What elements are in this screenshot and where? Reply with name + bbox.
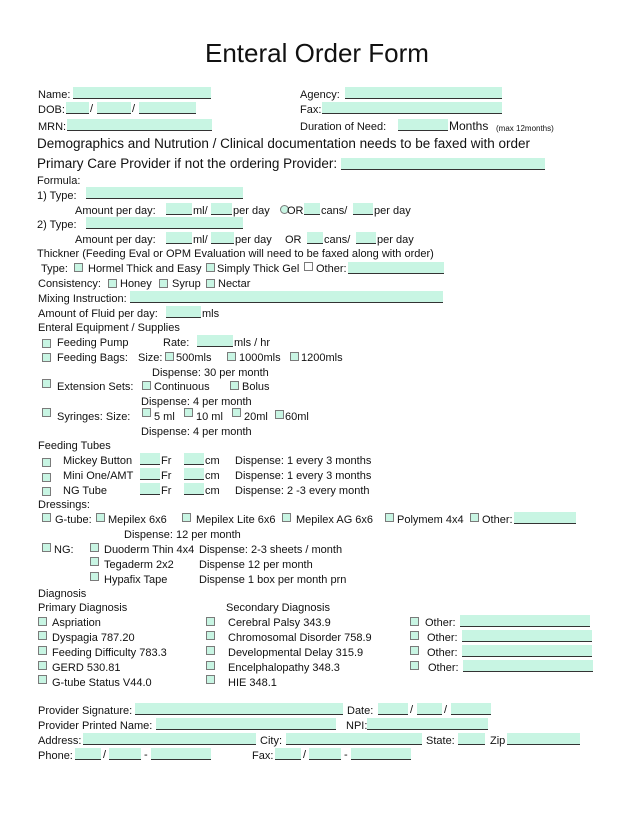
mini-one-checkbox[interactable] — [42, 473, 51, 482]
secondary-dx-3: Developmental Delay 315.9 — [228, 647, 364, 659]
primary-dx-5: G-tube Status V44.0 — [52, 677, 152, 689]
months-label: Months — [449, 119, 489, 133]
secondary-dx-4: Encelphalopathy 348.3 — [228, 662, 340, 674]
tube-row-3-name: NG Tube — [63, 485, 108, 497]
mepilex-lite-label: Mepilex Lite 6x6 — [196, 514, 276, 526]
tube-row-1-fr: Fr — [161, 455, 172, 467]
syrup-checkbox[interactable] — [159, 279, 168, 288]
hormel-label: Hormel Thick and Easy — [88, 263, 202, 275]
phone-label: Phone: — [38, 750, 73, 762]
tube-row-3-fr-field[interactable] — [140, 483, 160, 495]
address-label: Address: — [38, 735, 82, 747]
mepilex-ag-label: Mepilex AG 6x6 — [296, 514, 374, 526]
fluid-mls-unit: mls — [202, 308, 220, 320]
primary-dx-2-checkbox[interactable] — [38, 631, 47, 640]
secondary-dx-3-checkbox[interactable] — [206, 646, 215, 655]
bag-1000-checkbox[interactable] — [227, 352, 236, 361]
formula1-perday: per day — [233, 205, 270, 217]
printed-name-label: Provider Printed Name: — [38, 720, 153, 732]
printed-name-field[interactable] — [156, 718, 336, 730]
ng-dressing-checkbox[interactable] — [42, 543, 51, 552]
primary-dx-4-checkbox[interactable] — [38, 661, 47, 670]
state-field[interactable] — [458, 733, 485, 745]
dressing-other-label: Other: — [482, 514, 513, 526]
formula1-cans-perday-field[interactable] — [353, 203, 373, 215]
continuous-label: Continuous — [154, 381, 210, 393]
feeding-pump-checkbox[interactable] — [42, 339, 51, 348]
npi-field[interactable] — [367, 718, 488, 730]
mepilex-checkbox[interactable] — [96, 513, 105, 522]
thickener-other-checkbox[interactable] — [304, 262, 313, 271]
honey-checkbox[interactable] — [108, 279, 117, 288]
thickener-other-field[interactable] — [348, 262, 444, 274]
formula1-cans-field[interactable] — [304, 203, 320, 215]
primary-dx-3-checkbox[interactable] — [38, 646, 47, 655]
primary-dx-2: Dyspagia 787.20 — [52, 632, 135, 644]
nectar-checkbox[interactable] — [206, 279, 215, 288]
ng-dressing-label: NG: — [54, 544, 74, 556]
tube-row-3-dispense: Dispense: 2 -3 every month — [235, 485, 370, 497]
honey-label: Honey — [120, 278, 152, 290]
dob-slash-2: / — [132, 103, 136, 115]
syringe-60-checkbox[interactable] — [275, 410, 284, 419]
tegaderm-label: Tegaderm 2x2 — [104, 559, 174, 571]
formula2-perday: per day — [235, 234, 272, 246]
syringe-10-checkbox[interactable] — [184, 408, 193, 417]
city-label: City: — [260, 735, 282, 747]
gtube-dressing-label: G-tube: — [55, 514, 92, 526]
nectar-label: Nectar — [218, 278, 251, 290]
formula2-cans-field[interactable] — [307, 232, 323, 244]
bolus-checkbox[interactable] — [230, 381, 239, 390]
page-title: Enteral Order Form — [205, 38, 429, 68]
other-dx-3-label: Other: — [427, 647, 458, 659]
secondary-dx-5: HIE 348.1 — [228, 677, 277, 689]
formula-type2-field[interactable] — [86, 217, 243, 229]
bag-1000-label: 1000mls — [239, 352, 281, 364]
other-dx-3-checkbox[interactable] — [410, 646, 419, 655]
bag-1200-label: 1200mls — [301, 352, 343, 364]
date-slash-2: / — [444, 704, 448, 716]
formula1-amount-label: Amount per day: — [75, 205, 156, 217]
agency-label: Agency: — [300, 89, 340, 101]
primary-dx-4: GERD 530.81 — [52, 662, 121, 674]
secondary-dx-2: Chromosomal Disorder 758.9 — [228, 632, 372, 644]
rate-label: Rate: — [163, 337, 190, 349]
name-label: Name: — [38, 89, 71, 101]
feeding-pump-label: Feeding Pump — [57, 337, 129, 349]
dressings-label: Dressings: — [38, 499, 90, 511]
formula2-ml-perday-field[interactable] — [211, 232, 234, 244]
bolus-label: Bolus — [242, 381, 270, 393]
secondary-dx-4-checkbox[interactable] — [206, 661, 215, 670]
npi-label: NPI: — [346, 720, 368, 732]
tube-row-1-cm: cm — [205, 455, 220, 467]
mepilex-ag-checkbox[interactable] — [282, 513, 291, 522]
formula-type1-label: 1) Type: — [37, 190, 77, 202]
extension-sets-checkbox[interactable] — [42, 379, 51, 388]
syrup-label: Syrup — [172, 278, 201, 290]
documentation-notice: Demographics and Nutrution / Clinical documentation needs to be faxed with order — [37, 136, 531, 151]
feeding-bags-label: Feeding Bags: — [57, 352, 128, 364]
other-dx-3-field[interactable] — [462, 645, 592, 657]
formula1-or: OR — [287, 205, 304, 217]
fluid-amount-field[interactable] — [166, 306, 201, 318]
duoderm-label: Duoderm Thin 4x4 — [104, 544, 195, 556]
formula-type2-label: 2) Type: — [37, 219, 77, 231]
syringe-20-label: 20ml — [244, 411, 268, 423]
formula-type1-field[interactable] — [86, 187, 243, 199]
bags-dispense: Dispense: 30 per month — [152, 367, 269, 379]
secondary-dx-5-checkbox[interactable] — [206, 675, 215, 684]
other-dx-2-checkbox[interactable] — [410, 631, 419, 640]
tube-row-2-cm: cm — [205, 470, 220, 482]
bags-size-label: Size: — [138, 352, 163, 364]
formula1-ml-perday-field[interactable] — [211, 203, 232, 215]
tegaderm-dispense: Dispense 12 per month — [199, 559, 313, 571]
dob-day-field[interactable] — [97, 102, 131, 114]
consistency-label: Consistency: — [38, 278, 101, 290]
fax-dash: - — [344, 749, 348, 761]
secondary-dx-1-checkbox[interactable] — [206, 617, 215, 626]
tube-row-2-name: Mini One/AMT — [63, 470, 134, 482]
tube-row-1-fr-field[interactable] — [140, 453, 160, 465]
thickener-other-label: Other: — [316, 263, 347, 275]
tube-row-1-dispense: Dispense: 1 every 3 months — [235, 455, 372, 467]
bag-500-label: 500mls — [176, 352, 212, 364]
simply-thick-checkbox[interactable] — [206, 263, 215, 272]
mepilex-lite-checkbox[interactable] — [182, 513, 191, 522]
provider-fax-label: Fax: — [252, 750, 274, 762]
duoderm-checkbox[interactable] — [90, 543, 99, 552]
agency-field[interactable] — [345, 87, 502, 99]
dob-label: DOB: — [38, 104, 65, 116]
other-dx-4-label: Other: — [428, 662, 459, 674]
mrn-field[interactable] — [67, 119, 212, 131]
mixing-field[interactable] — [130, 291, 443, 303]
syringe-5-checkbox[interactable] — [142, 408, 151, 417]
phone-area-field[interactable] — [75, 748, 101, 760]
duoderm-dispense: Dispense: 2-3 sheets / month — [199, 544, 343, 556]
simply-thick-label: Simply Thick Gel — [217, 263, 300, 275]
syringes-label: Syringes: Size: — [57, 411, 131, 423]
name-field[interactable] — [73, 87, 211, 99]
primary-dx-5-checkbox[interactable] — [38, 675, 47, 684]
syringe-10-label: 10 ml — [196, 411, 223, 423]
other-dx-4-field[interactable] — [463, 660, 593, 672]
dressing-other-field[interactable] — [514, 512, 576, 524]
feeding-bags-checkbox[interactable] — [42, 353, 51, 362]
tube-row-1-name: Mickey Button — [63, 455, 133, 467]
secondary-dx-2-checkbox[interactable] — [206, 631, 215, 640]
equipment-label: Enteral Equipment / Supplies — [38, 322, 180, 334]
secondary-diagnosis-label: Secondary Diagnosis — [226, 602, 330, 614]
feeding-tubes-label: Feeding Tubes — [38, 440, 111, 452]
fax-area-field[interactable] — [275, 748, 301, 760]
gtube-dressing-checkbox[interactable] — [42, 513, 51, 522]
fluid-amount-label: Amount of Fluid per day: — [38, 308, 158, 320]
duration-field[interactable] — [398, 119, 448, 131]
polymem-checkbox[interactable] — [385, 513, 394, 522]
other-dx-1-checkbox[interactable] — [410, 617, 419, 626]
phone-prefix-field[interactable] — [109, 748, 141, 760]
fax-label: Fax: — [300, 104, 322, 116]
tube-row-3-cm: cm — [205, 485, 220, 497]
formula2-cans-perday: per day — [377, 234, 414, 246]
mrn-label: MRN: — [38, 121, 67, 133]
zip-label: Zip — [490, 735, 506, 747]
address-field[interactable] — [83, 733, 256, 745]
mepilex-label: Mepilex 6x6 — [108, 514, 167, 526]
syringes-checkbox[interactable] — [42, 408, 51, 417]
rate-unit: mls / hr — [234, 337, 271, 349]
other-dx-2-label: Other: — [427, 632, 458, 644]
formula2-ml-field[interactable] — [166, 232, 192, 244]
fax-prefix-field[interactable] — [309, 748, 341, 760]
tube-row-1-cm-field[interactable] — [184, 453, 204, 465]
signature-field[interactable] — [135, 703, 343, 715]
mixing-label: Mixing Instruction: — [38, 293, 127, 305]
formula2-cans-unit: cans/ — [324, 234, 351, 246]
formula1-ml-field[interactable] — [166, 203, 192, 215]
other-dx-1-label: Other: — [425, 617, 456, 629]
polymem-label: Polymem 4x4 — [397, 514, 464, 526]
formula2-or: OR — [285, 234, 302, 246]
rate-field[interactable] — [197, 335, 233, 347]
dob-month-field[interactable] — [66, 102, 89, 114]
primary-dx-3: Feeding Difficulty 783.3 — [52, 647, 167, 659]
other-dx-1-field[interactable] — [460, 615, 590, 627]
formula2-cans-perday-field[interactable] — [356, 232, 376, 244]
diagnosis-label: Diagnosis — [38, 588, 87, 600]
syringe-20-checkbox[interactable] — [232, 408, 241, 417]
formula2-ml-unit: ml/ — [193, 234, 208, 246]
extension-sets-label: Extension Sets: — [57, 381, 134, 393]
fax-slash: / — [303, 749, 307, 761]
formula1-ml-unit: ml/ — [193, 205, 208, 217]
continuous-checkbox[interactable] — [142, 381, 151, 390]
date-label: Date: — [347, 705, 374, 717]
other-dx-2-field[interactable] — [462, 630, 592, 642]
zip-field[interactable] — [507, 733, 580, 745]
tube-row-3-fr: Fr — [161, 485, 172, 497]
date-slash-1: / — [410, 704, 414, 716]
syringe-5-label: 5 ml — [154, 411, 175, 423]
primary-dx-1: Aspriation — [52, 617, 101, 629]
signature-label: Provider Signature: — [38, 705, 133, 717]
syringes-dispense: Dispense: 4 per month — [141, 426, 252, 438]
primary-dx-1-checkbox[interactable] — [38, 617, 47, 626]
date-day-field[interactable] — [417, 703, 442, 715]
date-month-field[interactable] — [378, 703, 408, 715]
hormel-checkbox[interactable] — [74, 263, 83, 272]
pcp-label: Primary Care Provider if not the ordering Provider: — [37, 156, 338, 171]
thickener-type-label: Type: — [41, 263, 68, 275]
fax-field[interactable] — [322, 102, 502, 114]
tube-row-2-dispense: Dispense: 1 every 3 months — [235, 470, 372, 482]
phone-dash: - — [144, 749, 148, 761]
thickener-label: Thickner (Feeding Eval or OPM Evaluation will need to be faxed along with order) — [37, 248, 434, 260]
hypafix-checkbox[interactable] — [90, 572, 99, 581]
phone-line-field[interactable] — [151, 748, 211, 760]
dressing-other-checkbox[interactable] — [470, 513, 479, 522]
city-field[interactable] — [286, 733, 422, 745]
dob-slash-1: / — [90, 103, 94, 115]
ng-tube-checkbox[interactable] — [42, 487, 51, 496]
state-label: State: — [426, 735, 455, 747]
max-months-note: (max 12months) — [496, 124, 554, 133]
formula1-cans-unit: cans/ — [321, 205, 348, 217]
tube-row-2-cm-field[interactable] — [184, 468, 204, 480]
formula2-amount-label: Amount per day: — [75, 234, 156, 246]
fax-line-field[interactable] — [351, 748, 411, 760]
tube-row-2-fr-field[interactable] — [140, 468, 160, 480]
phone-slash: / — [103, 749, 107, 761]
duration-label: Duration of Need: — [300, 121, 387, 133]
formula1-cans-perday: per day — [374, 205, 411, 217]
syringe-60-label: 60ml — [285, 411, 309, 423]
primary-diagnosis-label: Primary Diagnosis — [38, 602, 128, 614]
hypafix-dispense: Dispense 1 box per month prn — [199, 574, 347, 586]
bag-500-checkbox[interactable] — [165, 352, 174, 361]
secondary-dx-1: Cerebral Palsy 343.9 — [228, 617, 331, 629]
dob-year-field[interactable] — [139, 102, 196, 114]
formula-label: Formula: — [37, 175, 81, 187]
ext-dispense: Dispense: 4 per month — [141, 396, 252, 408]
other-dx-4-checkbox[interactable] — [410, 661, 419, 670]
tube-row-3-cm-field[interactable] — [184, 483, 204, 495]
hypafix-label: Hypafix Tape — [104, 574, 168, 586]
gtube-dressing-dispense: Dispense: 12 per month — [124, 529, 241, 541]
tegaderm-checkbox[interactable] — [90, 557, 99, 566]
bag-1200-checkbox[interactable] — [290, 352, 299, 361]
tube-row-2-fr: Fr — [161, 470, 172, 482]
mickey-button-checkbox[interactable] — [42, 458, 51, 467]
date-year-field[interactable] — [451, 703, 491, 715]
pcp-field[interactable] — [341, 158, 545, 170]
